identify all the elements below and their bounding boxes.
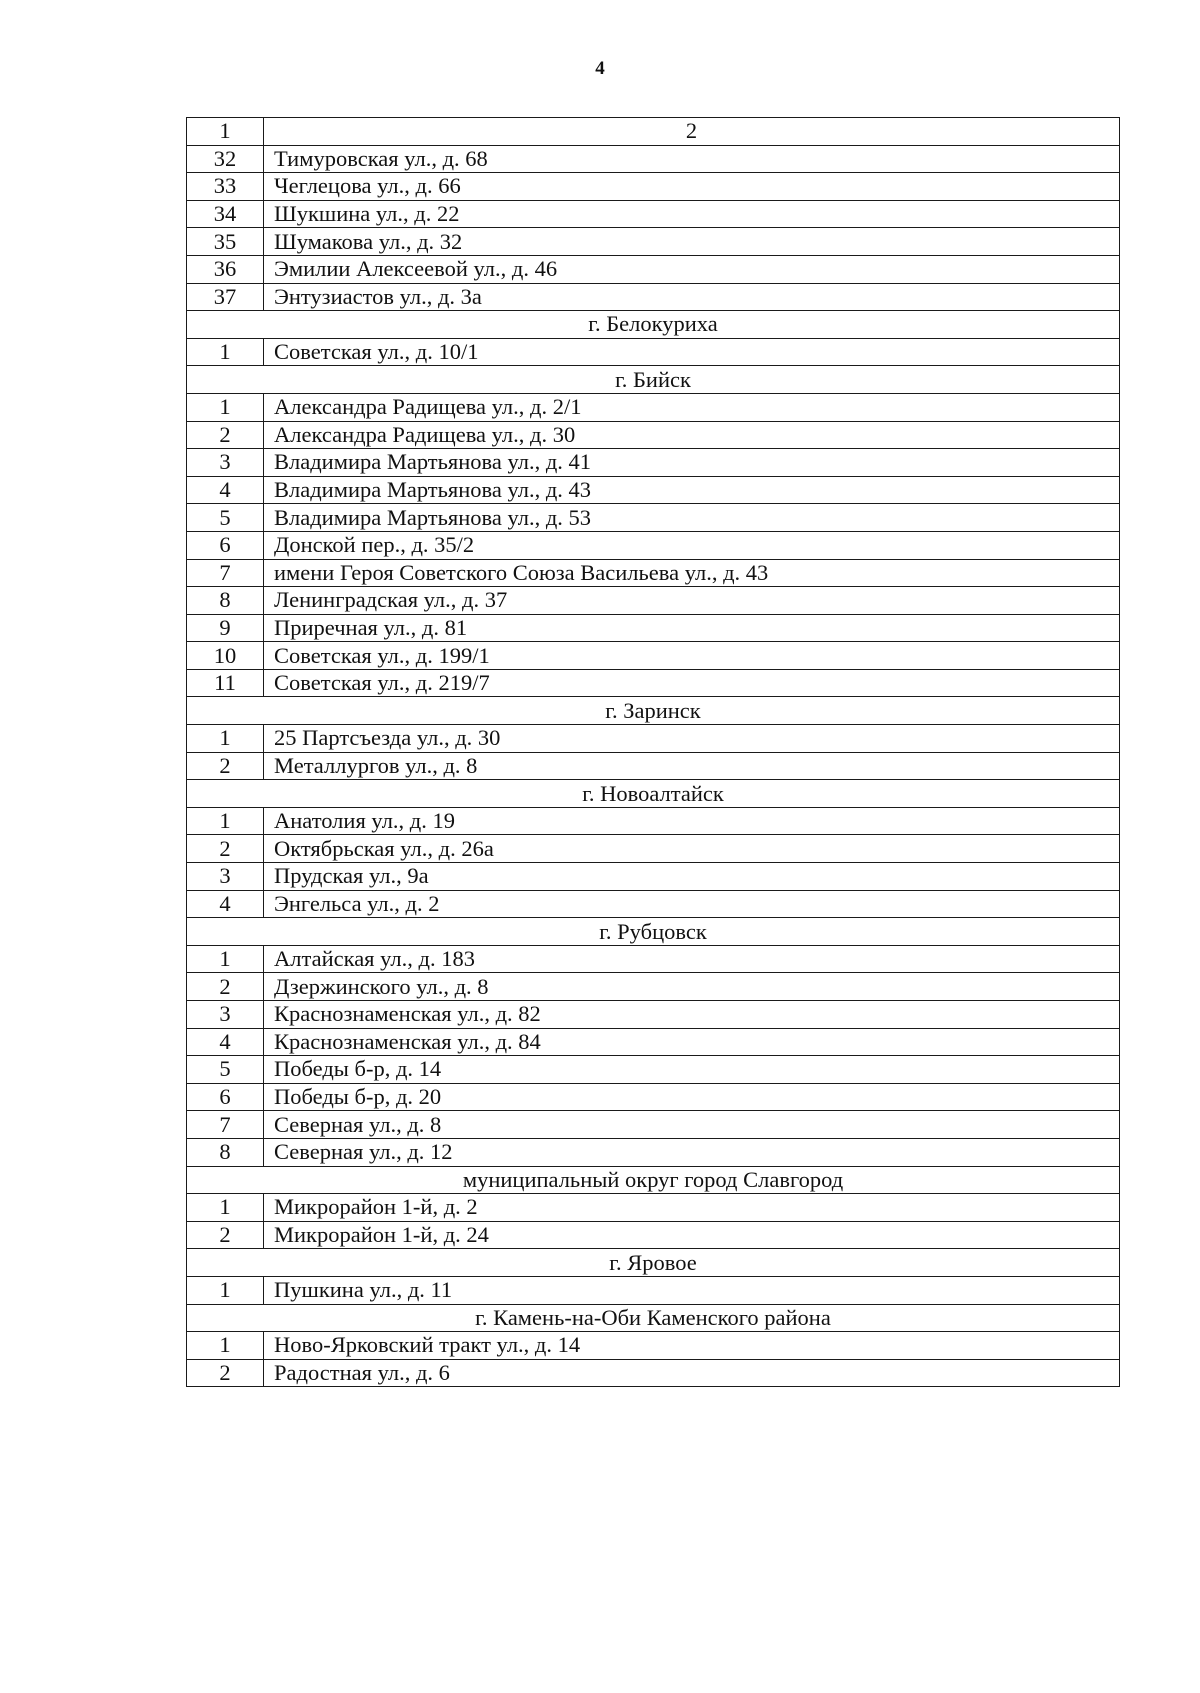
row-address: Шукшина ул., д. 22 (264, 200, 1120, 228)
row-number: 3 (187, 1001, 264, 1029)
row-address: Прудская ул., 9а (264, 863, 1120, 891)
row-number: 33 (187, 173, 264, 201)
row-address: Ленинградская ул., д. 37 (264, 587, 1120, 615)
table-row (187, 559, 1120, 587)
row-address: Владимира Мартьянова ул., д. 41 (264, 449, 1120, 477)
row-address: Краснознаменская ул., д. 84 (264, 1028, 1120, 1056)
row-number: 1 (187, 1276, 264, 1304)
table-row (187, 973, 1120, 1001)
table-row (187, 145, 1120, 173)
row-number: 6 (187, 531, 264, 559)
table-row (187, 1276, 1120, 1304)
page-number: 4 (595, 58, 605, 79)
row-address: Советская ул., д. 219/7 (264, 669, 1120, 697)
table-row (187, 338, 1120, 366)
row-address: имени Героя Советского Союза Васильева ул., д. 43 (264, 559, 1120, 587)
header-col-address: 2 (264, 118, 1120, 146)
row-number: 2 (187, 421, 264, 449)
section-title: г. Новоалтайск (187, 780, 1120, 808)
address-table (186, 117, 1120, 1387)
section-title: г. Рубцовск (187, 918, 1120, 946)
row-address: Северная ул., д. 12 (264, 1138, 1120, 1166)
row-address: Александра Радищева ул., д. 30 (264, 421, 1120, 449)
table-row (187, 173, 1120, 201)
section-header-row (187, 1166, 1120, 1194)
row-address: 25 Партсъезда ул., д. 30 (264, 725, 1120, 753)
section-header-row (187, 697, 1120, 725)
row-number: 5 (187, 1056, 264, 1084)
section-title: г. Белокуриха (187, 311, 1120, 339)
table-row (187, 945, 1120, 973)
table-row (187, 1221, 1120, 1249)
row-number: 2 (187, 973, 264, 1001)
row-number: 2 (187, 1221, 264, 1249)
row-number: 32 (187, 145, 264, 173)
row-address: Александра Радищева ул., д. 2/1 (264, 393, 1120, 421)
row-address: Шумакова ул., д. 32 (264, 228, 1120, 256)
section-header-row (187, 366, 1120, 394)
table-row (187, 504, 1120, 532)
section-title: г. Заринск (187, 697, 1120, 725)
table-row (187, 393, 1120, 421)
table-row (187, 669, 1120, 697)
table-row (187, 449, 1120, 477)
row-address: Энтузиастов ул., д. 3а (264, 283, 1120, 311)
row-address: Северная ул., д. 8 (264, 1111, 1120, 1139)
row-number: 1 (187, 338, 264, 366)
table-row (187, 1332, 1120, 1360)
row-number: 10 (187, 642, 264, 670)
row-number: 1 (187, 1332, 264, 1360)
row-number: 5 (187, 504, 264, 532)
row-number: 2 (187, 835, 264, 863)
section-title: г. Бийск (187, 366, 1120, 394)
table-row (187, 1194, 1120, 1222)
row-number: 36 (187, 255, 264, 283)
row-address: Чеглецова ул., д. 66 (264, 173, 1120, 201)
row-number: 8 (187, 1138, 264, 1166)
row-number: 4 (187, 1028, 264, 1056)
row-address: Алтайская ул., д. 183 (264, 945, 1120, 973)
table-row (187, 1111, 1120, 1139)
table-row (187, 1028, 1120, 1056)
table-row (187, 228, 1120, 256)
table-row (187, 255, 1120, 283)
row-number: 35 (187, 228, 264, 256)
table-row (187, 863, 1120, 891)
row-address: Советская ул., д. 10/1 (264, 338, 1120, 366)
row-address: Ново-Ярковский тракт ул., д. 14 (264, 1332, 1120, 1360)
table-row (187, 890, 1120, 918)
row-number: 3 (187, 449, 264, 477)
row-number: 1 (187, 945, 264, 973)
row-address: Микрорайон 1-й, д. 24 (264, 1221, 1120, 1249)
section-title: г. Камень-на-Оби Каменского района (187, 1304, 1120, 1332)
table-row (187, 1359, 1120, 1387)
table-row (187, 1138, 1120, 1166)
row-address: Эмилии Алексеевой ул., д. 46 (264, 255, 1120, 283)
table-row (187, 1056, 1120, 1084)
section-header-row (187, 918, 1120, 946)
row-number: 2 (187, 1359, 264, 1387)
section-header-row (187, 780, 1120, 808)
row-address: Октябрьская ул., д. 26а (264, 835, 1120, 863)
table-row (187, 835, 1120, 863)
table-row (187, 1083, 1120, 1111)
row-number: 1 (187, 393, 264, 421)
section-header-row (187, 1304, 1120, 1332)
table-row (187, 807, 1120, 835)
row-number: 34 (187, 200, 264, 228)
row-address: Владимира Мартьянова ул., д. 43 (264, 476, 1120, 504)
table-row (187, 752, 1120, 780)
row-number: 37 (187, 283, 264, 311)
section-header-row (187, 1249, 1120, 1277)
row-address: Донской пер., д. 35/2 (264, 531, 1120, 559)
row-number: 8 (187, 587, 264, 615)
table-row (187, 283, 1120, 311)
row-address: Радостная ул., д. 6 (264, 1359, 1120, 1387)
row-number: 11 (187, 669, 264, 697)
table-row (187, 421, 1120, 449)
table-row (187, 200, 1120, 228)
table-row (187, 642, 1120, 670)
table-row (187, 725, 1120, 753)
row-address: Микрорайон 1-й, д. 2 (264, 1194, 1120, 1222)
row-address: Металлургов ул., д. 8 (264, 752, 1120, 780)
row-address: Тимуровская ул., д. 68 (264, 145, 1120, 173)
row-address: Владимира Мартьянова ул., д. 53 (264, 504, 1120, 532)
row-address: Дзержинского ул., д. 8 (264, 973, 1120, 1001)
address-table-body (187, 118, 1120, 1387)
row-number: 6 (187, 1083, 264, 1111)
row-address: Краснознаменская ул., д. 82 (264, 1001, 1120, 1029)
table-row (187, 614, 1120, 642)
row-number: 2 (187, 752, 264, 780)
row-address: Приречная ул., д. 81 (264, 614, 1120, 642)
header-col-number: 1 (187, 118, 264, 146)
row-number: 4 (187, 890, 264, 918)
section-title: муниципальный округ город Славгород (187, 1166, 1120, 1194)
row-address: Победы б-р, д. 20 (264, 1083, 1120, 1111)
table-row (187, 587, 1120, 615)
row-number: 7 (187, 1111, 264, 1139)
row-number: 9 (187, 614, 264, 642)
row-address: Анатолия ул., д. 19 (264, 807, 1120, 835)
table-row (187, 1001, 1120, 1029)
table-row (187, 476, 1120, 504)
row-number: 3 (187, 863, 264, 891)
row-address: Победы б-р, д. 14 (264, 1056, 1120, 1084)
row-number: 7 (187, 559, 264, 587)
row-address: Пушкина ул., д. 11 (264, 1276, 1120, 1304)
row-number: 4 (187, 476, 264, 504)
row-number: 1 (187, 725, 264, 753)
row-number: 1 (187, 807, 264, 835)
section-header-row (187, 311, 1120, 339)
row-address: Энгельса ул., д. 2 (264, 890, 1120, 918)
row-address: Советская ул., д. 199/1 (264, 642, 1120, 670)
section-title: г. Яровое (187, 1249, 1120, 1277)
row-number: 1 (187, 1194, 264, 1222)
table-row (187, 531, 1120, 559)
table-header-row (187, 118, 1120, 146)
